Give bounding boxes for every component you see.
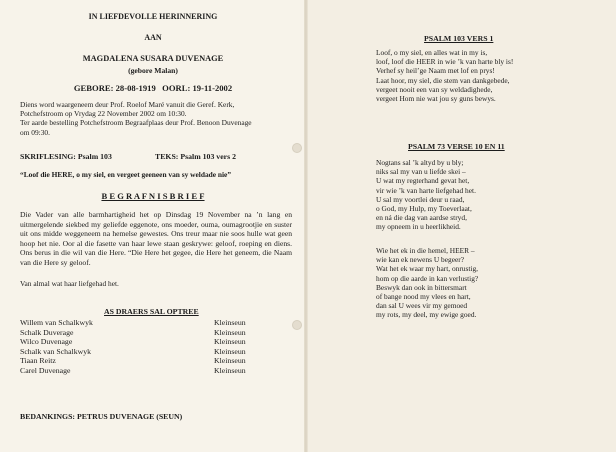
verse-line: o God, my Hulp, my Toeverlaat, — [376, 204, 472, 214]
bearer-relation: Kleinseun — [214, 337, 246, 347]
bearer-name: Schalk Duverage — [20, 327, 74, 337]
verse-line: U wat my regterhand gevat het, — [376, 176, 470, 186]
maiden-name: (gebore Malan) — [128, 66, 178, 75]
punch-hole — [292, 143, 302, 153]
verse-line: Loof, o my siel, en alles wat in my is, — [376, 48, 488, 57]
service-line: om 09:30. — [20, 127, 50, 137]
page-fold — [304, 0, 308, 452]
family-line: Van almal wat haar liefgehad het. — [20, 279, 119, 288]
verse-line: Wie het ek in die hemel, HEER – — [376, 246, 475, 255]
letter-title: B E G R A F N I S B R I E F — [101, 191, 205, 201]
service-line: Diens word waargeneem deur Prof. Roelof Maré vanuit die Geref. Kerk, — [20, 100, 235, 109]
psalm-103-verse — [376, 48, 513, 103]
verse-line: wie kan ek newens U begeer? — [376, 255, 465, 265]
psalm-73-stanza-1 — [376, 158, 476, 232]
verse-line: vir wie ’k van harte liefgehad het. — [376, 185, 476, 195]
verse-line: vergeet nooit een van sy weldadighede, — [376, 84, 493, 94]
header-line-2: AAN — [144, 33, 162, 42]
deceased-name: MAGDALENA SUSARA DUVENAGE — [82, 54, 224, 63]
verse-line: of bange nood my vlees en hart, — [376, 292, 471, 302]
verse-line: my opneem in u heerlikheid. — [376, 222, 461, 232]
bearer-relation: Kleinseun — [214, 356, 246, 366]
quote: “Loof die HERE, o my siel, en vergeet geeneen van sy weldade nie” — [20, 170, 232, 179]
verse-line: hom op die aarde in kan verlustig? — [376, 273, 479, 283]
bearers-names — [20, 318, 93, 376]
bearer-relation: Kleinseun — [214, 318, 246, 327]
verse-line: niks sal my van u liefde skei – — [376, 167, 466, 177]
bearers-title: AS DRAERS SAL OPTREE — [104, 307, 199, 316]
verse-line: Verhef sy heil’ge Naam met lof en prys! — [376, 66, 495, 76]
header-line-1: IN LIEFDEVOLLE HERINNERING — [88, 12, 218, 21]
verse-line: loof, loof die HEER in wie ’k van harte bly is! — [376, 57, 514, 67]
verse-line: Nogtans sal ’k altyd by u bly; — [376, 158, 464, 167]
verse-line: en ná die dag van aardse stryd, — [376, 213, 467, 223]
psalm-103-title: PSALM 103 VERS 1 — [424, 34, 494, 43]
service-line: Ter aarde bestelling Potchefstroom Begraafplaas deur Prof. Benoon Duvenage — [20, 118, 252, 128]
verse-line: my rots, my deel, my ewige goed. — [376, 310, 477, 320]
bearer-name: Wilco Duvenage — [20, 337, 73, 347]
bearer-name: Willem van Schalkwyk — [20, 318, 93, 327]
bearers-relations — [214, 318, 246, 376]
left-page — [0, 0, 306, 452]
verse-line: Beswyk dan ook in bittersmart — [376, 282, 467, 292]
psalm-73-stanza-2 — [376, 246, 478, 320]
bearer-name: Schalk van Schalkwyk — [20, 346, 92, 356]
verse-line: Laat hoor, my siel, die stem van dankgebede, — [376, 75, 510, 85]
service-details — [20, 100, 252, 137]
scripture-reading: SKRIFLESING: Psalm 103 — [20, 152, 112, 161]
bearer-relation: Kleinseun — [214, 327, 246, 337]
sermon-text: TEKS: Psalm 103 vers 2 — [155, 152, 236, 161]
bearer-relation: Kleinseun — [214, 346, 246, 356]
verse-line: Wat het ek waar my hart, onrustig, — [376, 264, 479, 274]
bearer-relation: Kleinseun — [214, 365, 246, 375]
bearer-name: Tiaan Reitz — [20, 356, 56, 366]
letter-body: Die Vader van alle barmhartigheid het op Dinsdag 19 November na ’n lang en uitmergelende siekbed my geliefde eggenote, ons moeder, ouma, oumagrootjie en suster uit ons midde weggeneem na hemelse gewestes. Ons treur maar nie soos hulle wat geen hoop het nie. Oor al die fasette van haar lewe staan geskrywe: geloof, roeping en diens. Ons berus in die wil van die Here. “Die Here het gegee, die Here het geneem, die Naam van die Here sy geloof. — [20, 210, 292, 267]
punch-hole — [292, 320, 302, 330]
verse-line: vergeet Hom nie wat jou sy guns bewys. — [376, 94, 496, 104]
acknowledgements: BEDANKINGS: PETRUS DUVENAGE (SEUN) — [20, 412, 183, 421]
verse-line: dan sal U wees vir my gemoed — [376, 301, 468, 311]
bearer-name: Carel Duvenage — [20, 365, 71, 375]
verse-line: U sal my voortlei deur u raad, — [376, 194, 465, 204]
right-page — [306, 0, 616, 452]
psalm-73-title: PSALM 73 VERSE 10 EN 11 — [408, 142, 505, 151]
life-dates: GEBORE: 28-08-1919 OORL: 19-11-2002 — [73, 83, 233, 93]
service-line: Potchefstroom op Vrydag 22 November 2002 om 10:30. — [20, 109, 187, 119]
